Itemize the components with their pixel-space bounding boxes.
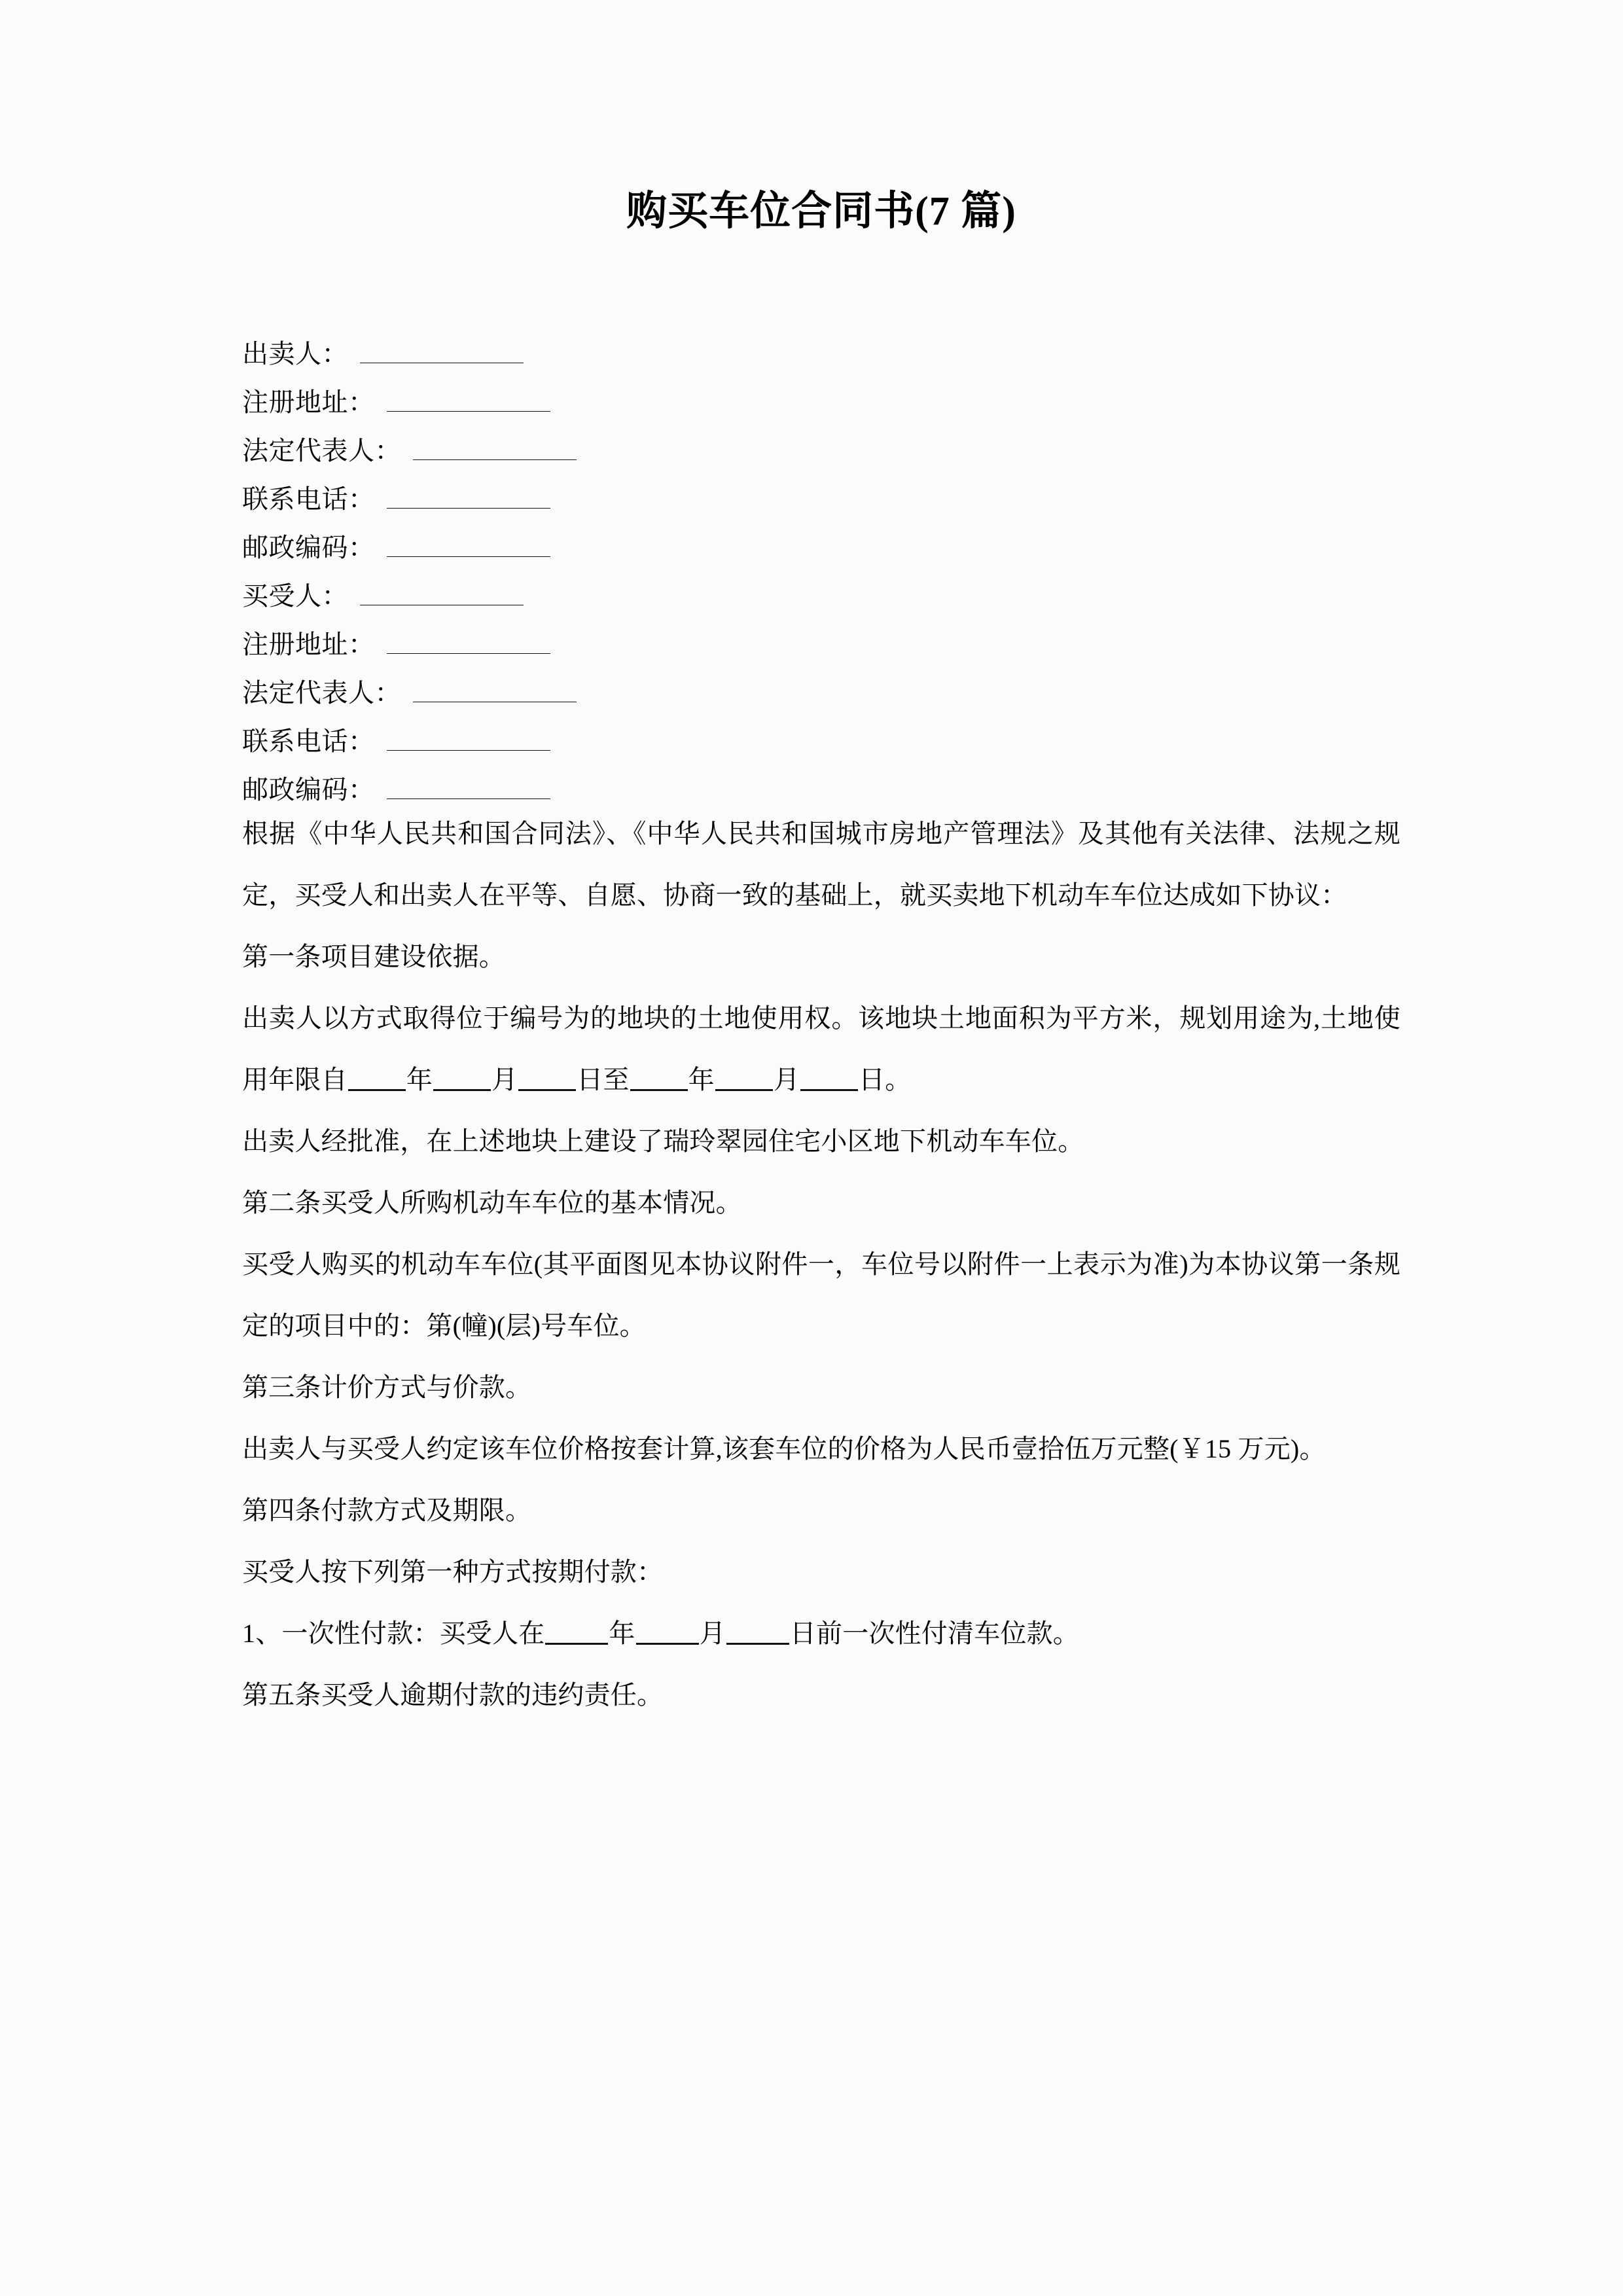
- fill-in-blank-year-start[interactable]: [348, 1089, 406, 1091]
- form-label: 注册地址：: [242, 387, 375, 417]
- fill-in-blank-month-end[interactable]: [715, 1089, 773, 1091]
- unit-month: 月: [491, 1064, 518, 1094]
- unit-day-end: 日。: [859, 1064, 912, 1094]
- form-label: 联系电话：: [242, 726, 375, 756]
- unit-day: 日前一次性付清车位款。: [789, 1618, 1080, 1648]
- article-4-heading: 第四条付款方式及期限。: [242, 1495, 532, 1525]
- form-row-buyer-phone: [242, 706, 1400, 755]
- unit-year: 年: [406, 1064, 433, 1094]
- unit-month: 月: [699, 1618, 726, 1648]
- form-row-seller-address: [242, 367, 1400, 416]
- fill-in-blank-day-start[interactable]: [518, 1089, 576, 1091]
- fill-in-blank[interactable]: [387, 750, 550, 751]
- fill-in-blank[interactable]: [387, 508, 550, 509]
- unit-month-end: 月: [773, 1064, 800, 1094]
- form-row-buyer-name: [242, 561, 1400, 609]
- fill-in-blank-month-start[interactable]: [433, 1089, 491, 1091]
- article-5-heading: 第五条买受人逾期付款的违约责任。: [242, 1679, 664, 1710]
- page-title: 购买车位合同书(7 篇): [626, 189, 1016, 234]
- form-label: 法定代表人：: [242, 435, 401, 465]
- article-3-body: 出卖人与买受人约定该车位价格按套计算,该套车位的价格为人民币壹拾伍万元整(￥15 万元)。: [242, 1433, 1326, 1463]
- form-row-seller-postcode: [242, 512, 1400, 561]
- form-label: 注册地址：: [242, 629, 375, 659]
- form-label: 联系电话：: [242, 484, 375, 514]
- fill-in-blank-day-end[interactable]: [800, 1089, 858, 1091]
- fill-in-blank[interactable]: [387, 411, 550, 412]
- fill-in-blank[interactable]: [387, 653, 550, 654]
- article-2-heading: 第二条买受人所购机动车车位的基本情况。: [242, 1187, 742, 1217]
- form-row-seller-legal-rep: [242, 416, 1400, 464]
- parties-form: [242, 319, 1400, 803]
- fill-in-blank[interactable]: [387, 556, 550, 557]
- article-1-text: 出卖人以方式取得位于编号为的地块的土地使用权。该地块土地面积为平方米，规划用途为,土地使用年限自: [242, 1003, 1400, 1094]
- unit-day-to: 日至: [577, 1064, 630, 1094]
- fill-in-blank-payment-year[interactable]: [545, 1643, 608, 1645]
- form-label: 邮政编码：: [242, 774, 375, 804]
- form-row-seller-name: [242, 319, 1400, 367]
- form-label: 邮政编码：: [242, 532, 375, 562]
- form-row-buyer-address: [242, 609, 1400, 658]
- form-row-buyer-postcode: [242, 755, 1400, 803]
- preamble-paragraph: 根据《中华人民共和国合同法》、《中华人民共和国城市房地产管理法》及其他有关法律、法规之规定，买受人和出卖人在平等、自愿、协商一致的基础上，就买卖地下机动车车位达成如下协议：: [242, 818, 1400, 910]
- article-4-item-1: [242, 1603, 1400, 1664]
- fill-in-blank-payment-day[interactable]: [726, 1643, 789, 1645]
- unit-year: 年: [609, 1618, 635, 1648]
- article-1-body-a: [242, 988, 1400, 1111]
- fill-in-blank[interactable]: [413, 459, 577, 460]
- form-label: 法定代表人：: [242, 677, 401, 708]
- form-label: 买受人：: [242, 581, 348, 611]
- article-3-heading: 第三条计价方式与价款。: [242, 1372, 532, 1402]
- fill-in-blank-payment-month[interactable]: [636, 1643, 699, 1645]
- form-row-seller-phone: [242, 464, 1400, 512]
- payment-item-text: 1、一次性付款：买受人在: [242, 1618, 545, 1648]
- document-body: [242, 0, 1400, 1726]
- fill-in-blank[interactable]: [387, 798, 550, 799]
- article-1-body-b: 出卖人经批准，在上述地块上建设了瑞玲翠园住宅小区地下机动车车位。: [242, 1126, 1084, 1156]
- article-4-body: 买受人按下列第一种方式按期付款：: [242, 1556, 664, 1587]
- form-label: 出卖人：: [242, 338, 348, 368]
- article-2-body: 买受人购买的机动车车位(其平面图见本协议附件一，车位号以附件一上表示为准)为本协议第一条规定的项目中的：第(幢)(层)号车位。: [242, 1249, 1400, 1340]
- article-1-heading: 第一条项目建设依据。: [242, 941, 505, 971]
- fill-in-blank-year-end[interactable]: [630, 1089, 688, 1091]
- unit-year-end: 年: [688, 1064, 715, 1094]
- form-row-buyer-legal-rep: [242, 658, 1400, 706]
